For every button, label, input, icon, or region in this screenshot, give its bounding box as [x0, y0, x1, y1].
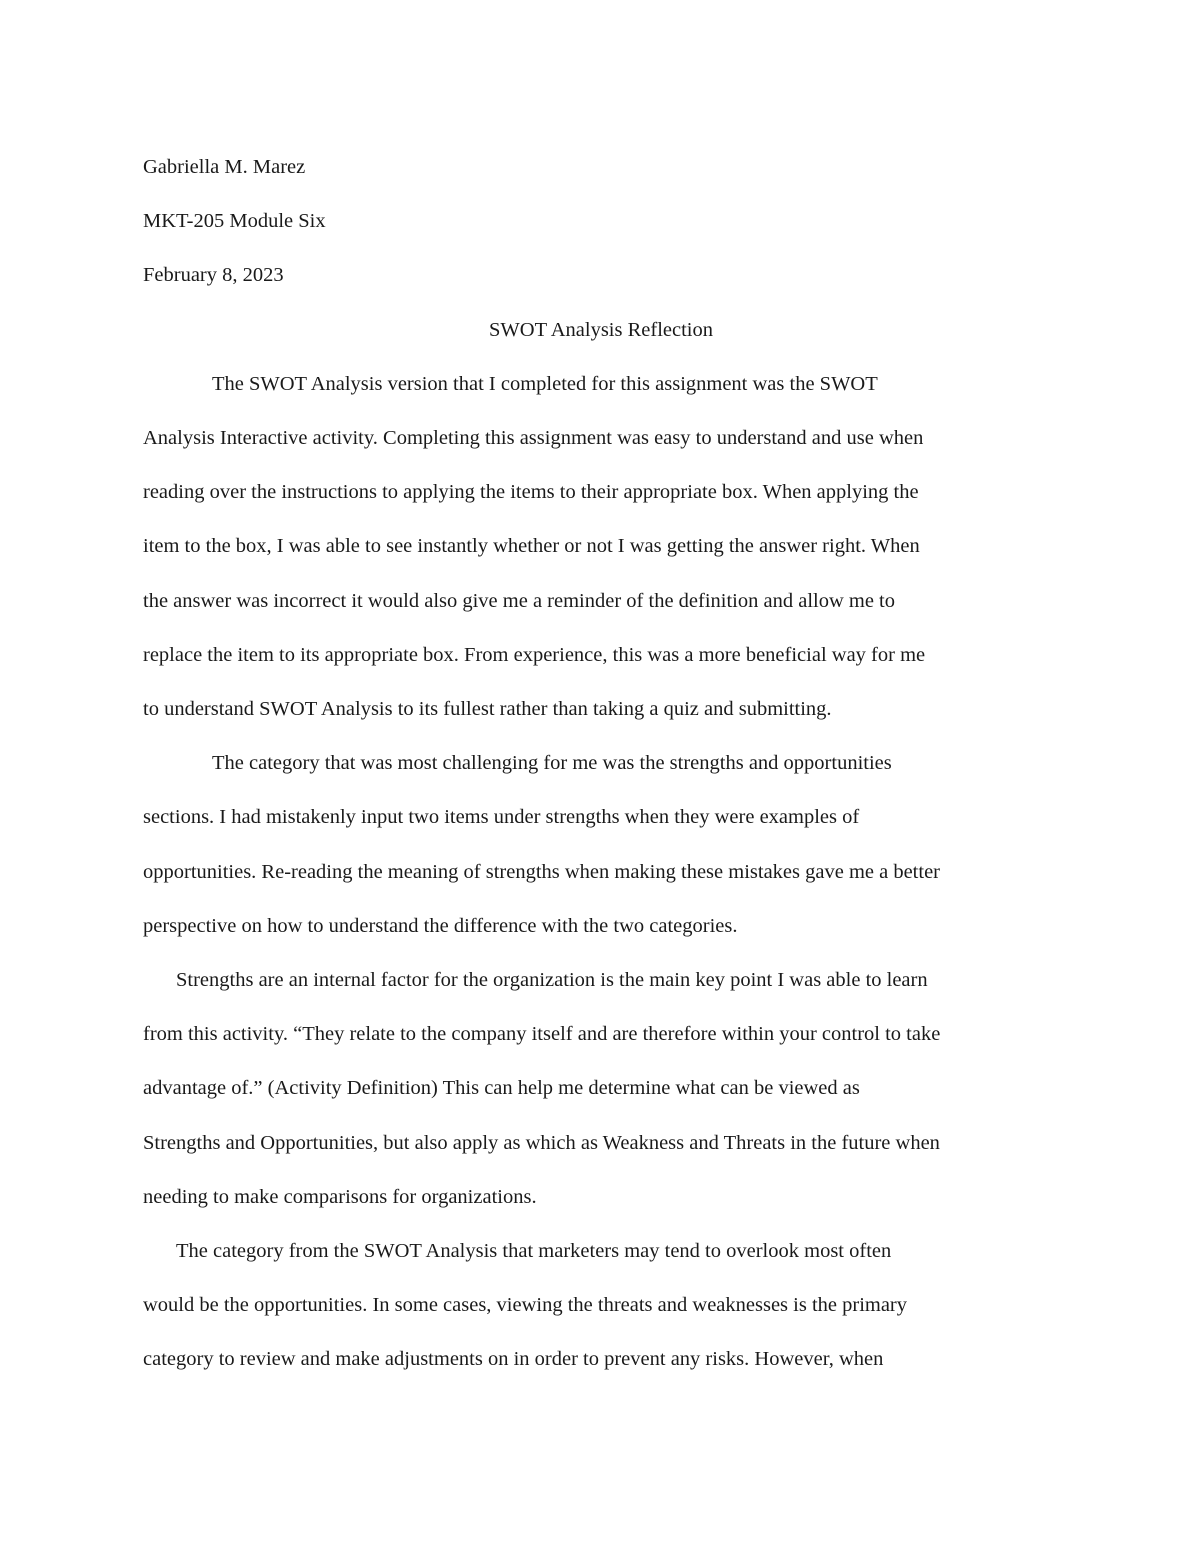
paragraph-line: the answer was incorrect it would also give me a reminder of the definition and allow me to [143, 589, 896, 612]
paragraph-line: perspective on how to understand the difference with the two categories. [143, 914, 738, 937]
paragraph-line: needing to make comparisons for organizations. [143, 1185, 537, 1208]
author-name: Gabriella M. Marez [143, 156, 306, 178]
paragraph-3 [143, 953, 1059, 1224]
paragraph-line: Analysis Interactive activity. Completing this assignment was easy to understand and use when [143, 427, 924, 450]
paragraph-4 [143, 1224, 1059, 1387]
paragraph-line: category to review and make adjustments on in order to prevent any risks. However, when [143, 1348, 884, 1371]
paragraph-line: item to the box, I was able to see instantly whether or not I was getting the answer right. When [143, 535, 920, 558]
paragraph-line: opportunities. Re-reading the meaning of strengths when making these mistakes gave me a better [143, 860, 940, 883]
paragraph-line: sections. I had mistakenly input two items under strengths when they were examples of [143, 806, 860, 829]
document-body [143, 140, 1059, 1387]
document-date: February 8, 2023 [143, 264, 284, 287]
paragraph-line: reading over the instructions to applying the items to their appropriate box. When applying the [143, 481, 919, 504]
paragraph-2 [143, 736, 1059, 953]
paragraph-line: from this activity. “They relate to the company itself and are therefore within your control to take [143, 1023, 941, 1046]
paragraph-line: advantage of.” (Activity Definition) This can help me determine what can be viewed as [143, 1077, 860, 1100]
paragraph-line: The category from the SWOT Analysis that marketers may tend to overlook most often [176, 1240, 892, 1263]
paragraph-line: to understand SWOT Analysis to its fullest rather than taking a quiz and submitting. [143, 698, 832, 721]
course-name: MKT-205 Module Six [143, 210, 326, 233]
paragraph-line: Strengths and Opportunities, but also apply as which as Weakness and Threats in the future when [143, 1131, 940, 1154]
paragraph-line: Strengths are an internal factor for the organization is the main key point I was able to learn [176, 969, 928, 992]
paragraph-1 [143, 357, 1059, 736]
paragraph-line: The SWOT Analysis version that I completed for this assignment was the SWOT [212, 372, 878, 395]
document-title: SWOT Analysis Reflection [489, 318, 713, 341]
paragraph-line: The category that was most challenging for me was the strengths and opportunities [212, 752, 892, 775]
paragraph-line: replace the item to its appropriate box. From experience, this was a more beneficial way for me [143, 643, 926, 666]
paragraph-line: would be the opportunities. In some cases, viewing the threats and weaknesses is the primary [143, 1294, 908, 1317]
